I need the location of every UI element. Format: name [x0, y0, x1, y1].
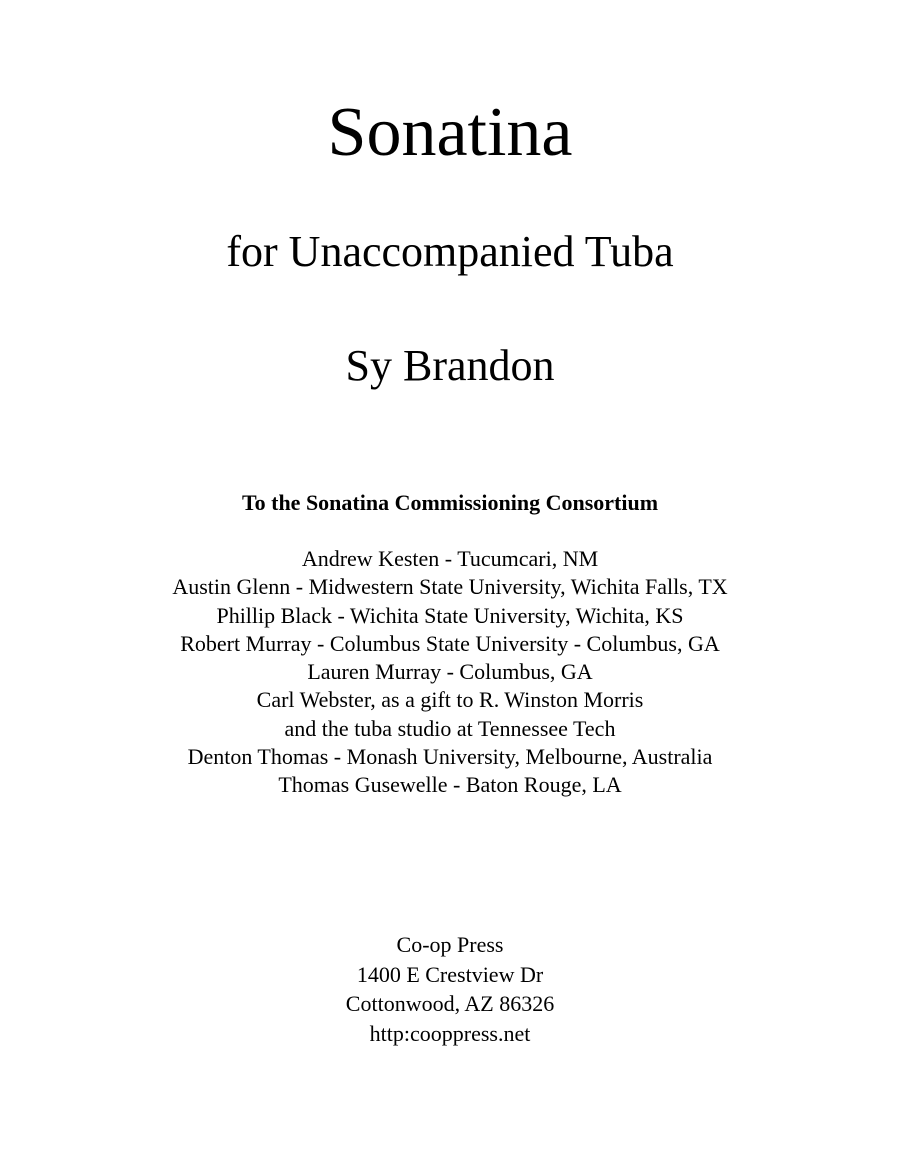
- consortium-member: Thomas Gusewelle - Baton Rouge, LA: [278, 772, 622, 798]
- consortium-member: Austin Glenn - Midwestern State University, Wichita Falls, TX: [172, 574, 728, 600]
- consortium-member: Phillip Black - Wichita State University, Wichita, KS: [216, 602, 684, 628]
- dedication-heading: To the Sonatina Commissioning Consortium: [241, 490, 659, 515]
- subtitle: for Unaccompanied Tuba: [226, 227, 674, 276]
- publisher-city: Cottonwood, AZ 86326: [345, 991, 555, 1017]
- publisher-street: 1400 E Crestview Dr: [356, 961, 544, 987]
- consortium-list: [0, 545, 900, 800]
- page-title: Sonatina: [327, 94, 573, 171]
- composer-name: Sy Brandon: [345, 341, 555, 390]
- publisher-block: [0, 930, 900, 1049]
- consortium-member: Carl Webster, as a gift to R. Winston Morris: [256, 687, 644, 713]
- consortium-member: and the tuba studio at Tennessee Tech: [284, 715, 616, 741]
- consortium-member: Robert Murray - Columbus State University - Columbus, GA: [180, 630, 720, 656]
- publisher-name: Co-op Press: [396, 932, 504, 957]
- publisher-website: http:cooppress.net: [369, 1021, 531, 1047]
- consortium-member: Lauren Murray - Columbus, GA: [307, 659, 593, 685]
- consortium-member: Denton Thomas - Monash University, Melbourne, Australia: [187, 744, 713, 770]
- consortium-member: Andrew Kesten - Tucumcari, NM: [301, 546, 599, 571]
